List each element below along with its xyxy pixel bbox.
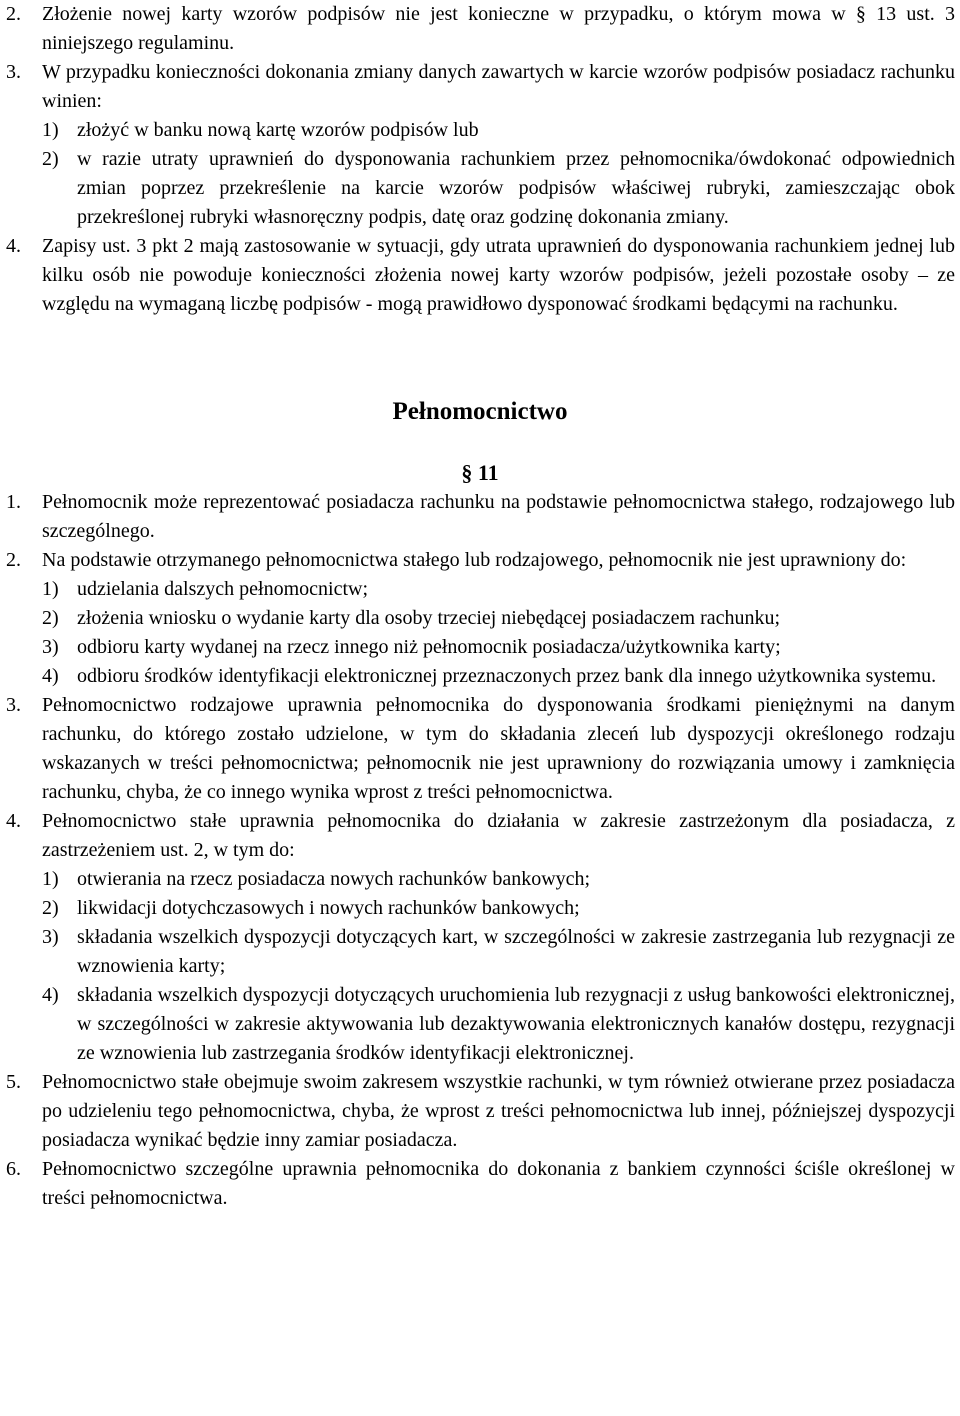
paragraph-marker: § 11 [461, 460, 499, 485]
item-number: 2. [6, 3, 21, 25]
list-item [0, 232, 955, 319]
item-text: Pełnomocnictwo szczególne uprawnia pełnomocnika do dokonania z bankiem czynności ściśle określonej w treści pełnomocnictwa. [42, 1158, 955, 1209]
sub-item [42, 633, 955, 662]
item-number: 5. [6, 1071, 21, 1093]
item-text: Pełnomocnik może reprezentować posiadacza rachunku na podstawie pełnomocnictwa stałego, rodzajowego lub szczególnego. [42, 491, 955, 542]
list-item [0, 546, 955, 691]
sub-item-text: otwierania na rzecz posiadacza nowych rachunków bankowych; [77, 868, 591, 890]
list-item [0, 1068, 955, 1155]
sub-item-text: złożenia wniosku o wydanie karty dla osoby trzeciej niebędącej posiadaczem rachunku; [77, 607, 781, 629]
item-text: Zapisy ust. 3 pkt 2 mają zastosowanie w sytuacji, gdy utrata uprawnień do dysponowania rachunkiem jednej lub kilku osób nie powoduje konieczności złożenia nowej karty wzorów podpisów, jeżeli pozostałe osoby – ze względu na wymaganą liczbę podpisów - mogą prawidłowo dysponować środkami będącymi na rachunku. [42, 235, 955, 315]
item-number: 4. [6, 235, 21, 257]
sub-item-number: 1) [42, 119, 59, 141]
sub-item-text: odbioru środków identyfikacji elektronicznej przeznaczonych przez bank dla innego użytkownika systemu. [77, 665, 937, 687]
section-heading: Pełnomocnictwo [392, 398, 568, 425]
main-list [0, 488, 955, 1213]
sub-item-number: 4) [42, 665, 59, 687]
item-number: 4. [6, 810, 21, 832]
sub-item-text: złożyć w banku nową kartę wzorów podpisów lub [77, 119, 479, 141]
item-number: 3. [6, 61, 21, 83]
sub-item-text: składania wszelkich dyspozycji dotyczących kart, w szczególności w zakresie zastrzegania lub rezygnacji ze wznowienia karty; [77, 926, 955, 977]
item-number: 2. [6, 549, 21, 571]
sub-item-number: 1) [42, 578, 59, 600]
sub-item-text: udzielania dalszych pełnomocnictw; [77, 578, 369, 600]
list-item [0, 1155, 955, 1213]
sub-item [42, 604, 955, 633]
sub-item-text: składania wszelkich dyspozycji dotyczących uruchomienia lub rezygnacji z usług bankowości elektronicznej, w szczególności w zakresie aktywowania lub dezaktywowania elektronicznych kanałów dostępu, rezygnacji ze wznowienia lub zastrzegania środków identyfikacji elektronicznej. [77, 984, 955, 1064]
sub-item-number: 3) [42, 926, 59, 948]
sub-item-number: 2) [42, 148, 59, 170]
sub-item-number: 2) [42, 897, 59, 919]
item-number: 1. [6, 491, 21, 513]
sub-item-number: 3) [42, 636, 59, 658]
sub-item-text: odbioru karty wydanej na rzecz innego niż pełnomocnik posiadacza/użytkownika karty; [77, 636, 781, 658]
list-item [0, 488, 955, 546]
item-text: Pełnomocnictwo stałe uprawnia pełnomocnika do działania w zakresie zastrzeżonym dla posiadacza, z zastrzeżeniem ust. 2, w tym do: [42, 810, 955, 861]
item-text: Pełnomocnictwo stałe obejmuje swoim zakresem wszystkie rachunki, w tym również otwierane przez posiadacza po udzieleniu tego pełnomocnictwa, chyba, że wprost z treści pełnomocnictwa lub innej, późniejszej dyspozycji posiadacza wynikać będzie inny zamiar posiadacza. [42, 1071, 955, 1151]
list-item [0, 691, 955, 807]
top-list [0, 0, 955, 319]
item-text: Na podstawie otrzymanego pełnomocnictwa stałego lub rodzajowego, pełnomocnik nie jest uprawniony do: [42, 549, 907, 571]
item-text: W przypadku konieczności dokonania zmiany danych zawartych w karcie wzorów podpisów posiadacz rachunku winien: [42, 61, 955, 112]
sub-item [42, 865, 955, 894]
sub-item [42, 575, 955, 604]
sub-item [42, 116, 955, 145]
item-number: 6. [6, 1158, 21, 1180]
sub-item-number: 2) [42, 607, 59, 629]
sub-item-number: 4) [42, 984, 59, 1006]
sub-item-text: likwidacji dotychczasowych i nowych rachunków bankowych; [77, 897, 580, 919]
item-number: 3. [6, 694, 21, 716]
sub-item-text: w razie utraty uprawnień do dysponowania rachunkiem przez pełnomocnika/ówdokonać odpowiednich zmian poprzez przekreślenie na karcie wzorów podpisów właściwej rubryki, zamieszczając obok przekreślonej rubryki własnoręczny podpis, datę oraz godzinę dokonania zmiany. [77, 148, 955, 228]
list-item [0, 58, 955, 232]
item-text: Złożenie nowej karty wzorów podpisów nie jest konieczne w przypadku, o którym mowa w § 13 ust. 3 niniejszego regulaminu. [42, 3, 955, 54]
list-item [0, 807, 955, 1068]
sub-item-number: 1) [42, 868, 59, 890]
list-item [0, 0, 955, 58]
sub-item [42, 923, 955, 981]
sub-item [42, 981, 955, 1068]
sub-item [42, 145, 955, 232]
item-text: Pełnomocnictwo rodzajowe uprawnia pełnomocnika do dysponowania środkami pieniężnymi na danym rachunku, do którego zostało udzielone, w tym do składania zleceń lub dyspozycji określonego rodzaju wskazanych w treści pełnomocnictwa; pełnomocnik nie jest uprawniony do rozwiązania umowy i zamknięcia rachunku, chyba, że co innego wynika wprost z treści pełnomocnictwa. [42, 694, 955, 803]
sub-item [42, 662, 955, 691]
sub-item [42, 894, 955, 923]
